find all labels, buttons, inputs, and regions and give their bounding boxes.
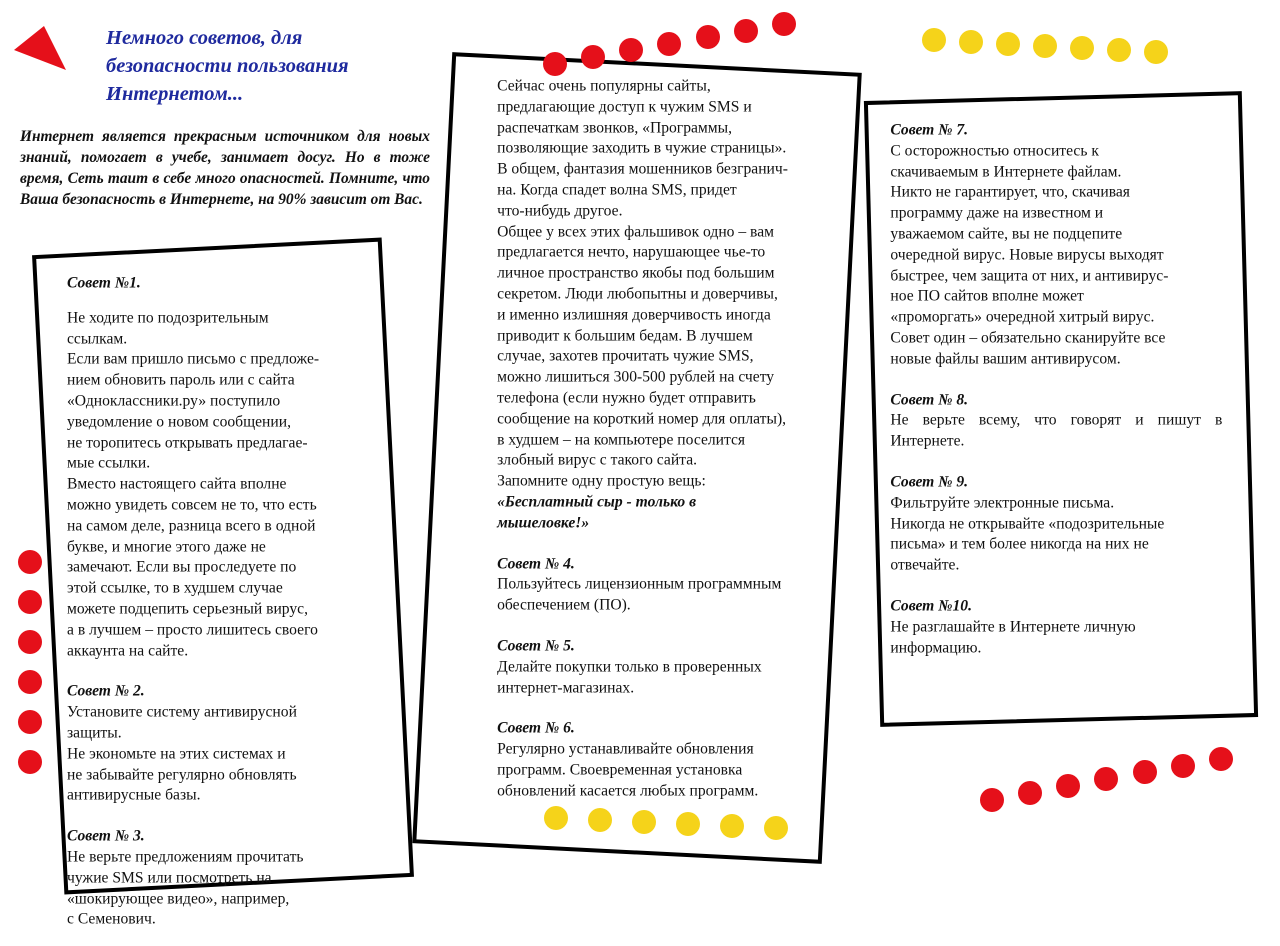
- dot-decoration: [1144, 40, 1168, 64]
- tip-3-continued: [497, 76, 839, 534]
- dot-decoration: [657, 32, 681, 56]
- dot-decoration: [544, 806, 568, 830]
- motto-quote: «Бесплатный сыр - только в мышеловке!»: [497, 493, 697, 532]
- dot-decoration: [1107, 38, 1131, 62]
- dot-decoration: [18, 630, 42, 654]
- dot-decoration: [1070, 36, 1094, 60]
- dot-decoration: [18, 590, 42, 614]
- dot-decoration: [734, 19, 758, 43]
- dot-decoration: [1171, 754, 1195, 778]
- tip-9: [890, 472, 1222, 576]
- dot-decoration: [1094, 767, 1118, 791]
- tip-7-text: С осторожностью относитесь к скачиваемым в Интернете файлам. Никто не гарантирует, что, скачивая программу даже на известном и уважаемом сайте, вы не подцепите очередной вирус. Новые вирусы выходят быстрее, чем защита от них, и антивирус- ное ПО сайтов вполне может «проморгать» очередной хитрый вирус. Совет один – обязательно сканируйте все новые файлы вашим антивирусом.: [890, 142, 1169, 368]
- dot-decoration: [543, 52, 567, 76]
- dot-decoration: [619, 38, 643, 62]
- tip-6: [497, 719, 839, 802]
- dot-decoration: [772, 12, 796, 36]
- dot-decoration: [922, 28, 946, 52]
- tips-card-3: [864, 91, 1258, 727]
- page-title: Немного советов, для безопасности пользования Интернетом...: [106, 27, 349, 105]
- tip-10-text: Не разглашайте в Интернете личную информацию.: [890, 618, 1136, 656]
- dot-decoration: [581, 45, 605, 69]
- intro-paragraph: Интернет является прекрасным источником для новых знаний, помогает в учебе, занимает досуг. Но в тоже время, Сеть таит в себе много опасностей. Помните, что Ваша безопасность в Интернете, на 90% зависит от Вас.: [20, 128, 430, 208]
- dot-decoration: [696, 25, 720, 49]
- tip-7: [890, 120, 1222, 370]
- tip-3-continued-text: Сейчас очень популярны сайты, предлагающие доступ к чужим SMS и распечаткам звонков, «Программы, позволяющие заходить в чужие страницы». В общем, фантазия мошенников безгранич- на. Когда спадет волна SMS, придет что-нибудь другое. Общее у всех этих фальшивок одно – вам предлагается нечто, нарушающее чье-то личное пространство якобы под большим секретом. Люди любопытны и доверчивы, и именно излишняя доверчивость иногда приводит к большим бедам. В лучшем случае, захотев прочитать чужие SMS, можно лишиться 300-500 рублей на счету телефона (если нужно будет отправить сообщение на короткий номер для оплаты), в худшем – на компьютере поселится злобный вирус с такого сайта. Запомните одну простую вещь:: [497, 77, 788, 490]
- tip-4: [497, 554, 839, 616]
- tip-2-heading: Совет № 2.: [67, 682, 145, 700]
- tip-4-heading: Совет № 4.: [497, 554, 575, 572]
- dot-decoration: [18, 550, 42, 574]
- tip-1-text: Не ходите по подозрительным ссылкам. Если вам пришло письмо с предложе- нием обновить пароль или с сайта «Одноклассники.ру» поступило уведомление о новом сообщении, не торопитесь открывать предлагае- мые ссылки. Вместо настоящего сайта вполне можно увидеть совсем не то, что есть на самом деле, разница всего в одной букве, и многие этого даже не замечают. Если вы проследуете по этой ссылке, то в худшем случае можете подцепить серьезный вирус, а в лучшем – просто лишитесь своего аккаунта на сайте.: [67, 309, 320, 660]
- dot-decoration: [980, 788, 1004, 812]
- tip-6-heading: Совет № 6.: [497, 719, 575, 737]
- tip-6-text: Регулярно устанавливайте обновления программ. Своевременная установка обновлений касается любых программ.: [497, 740, 759, 800]
- dot-decoration: [1056, 774, 1080, 798]
- dot-decoration: [18, 710, 42, 734]
- tip-2: [67, 682, 365, 807]
- tip-10: [890, 596, 1222, 658]
- dot-decoration: [1033, 34, 1057, 58]
- dot-decoration: [18, 670, 42, 694]
- dot-decoration: [1018, 781, 1042, 805]
- tip-8-heading: Совет № 8.: [890, 390, 969, 408]
- tip-9-heading: Совет № 9.: [890, 473, 969, 491]
- tip-4-text: Пользуйтесь лицензионным программным обеспечением (ПО).: [497, 575, 782, 614]
- tip-1-heading: Совет №1.: [67, 274, 141, 292]
- red-triangle-decoration: [12, 24, 68, 72]
- tip-3-heading: Совет № 3.: [67, 827, 145, 845]
- dot-decoration: [676, 812, 700, 836]
- tips-card-1: [32, 238, 414, 928]
- dot-decoration: [1209, 747, 1233, 771]
- tip-5-heading: Совет № 5.: [497, 637, 575, 655]
- dot-decoration: [18, 750, 42, 774]
- tip-3: [67, 827, 365, 931]
- dot-decoration: [996, 32, 1020, 56]
- dot-decoration: [764, 816, 788, 840]
- dot-decoration: [632, 810, 656, 834]
- tip-3-text: Не верьте предложениям прочитать чужие SMS или посмотреть на «шокирующее видео», например, с Семенович.: [67, 848, 304, 928]
- tip-5-text: Делайте покупки только в проверенных интернет-магазинах.: [497, 658, 762, 696]
- dot-decoration: [720, 814, 744, 838]
- tip-9-text: Фильтруйте электронные письма. Никогда не открывайте «подозрительные письма» и тем более никогда на них не отвечайте.: [890, 494, 1165, 574]
- tip-8-text: Не верьте всему, что говорят и пишут в Интернете.: [890, 411, 1223, 450]
- tip-1: [67, 274, 365, 662]
- tip-10-heading: Совет №10.: [890, 597, 972, 615]
- dot-decoration: [959, 30, 983, 54]
- tips-card-2: [412, 52, 862, 864]
- tip-2-text: Установите систему антивирусной защиты. Не экономьте на этих системах и не забывайте регулярно обновлять антивирусные базы.: [67, 703, 297, 804]
- tip-5: [497, 636, 839, 698]
- tip-8: [890, 390, 1222, 452]
- dot-decoration: [1133, 760, 1157, 784]
- dot-decoration: [588, 808, 612, 832]
- tip-7-heading: Совет № 7.: [890, 121, 969, 139]
